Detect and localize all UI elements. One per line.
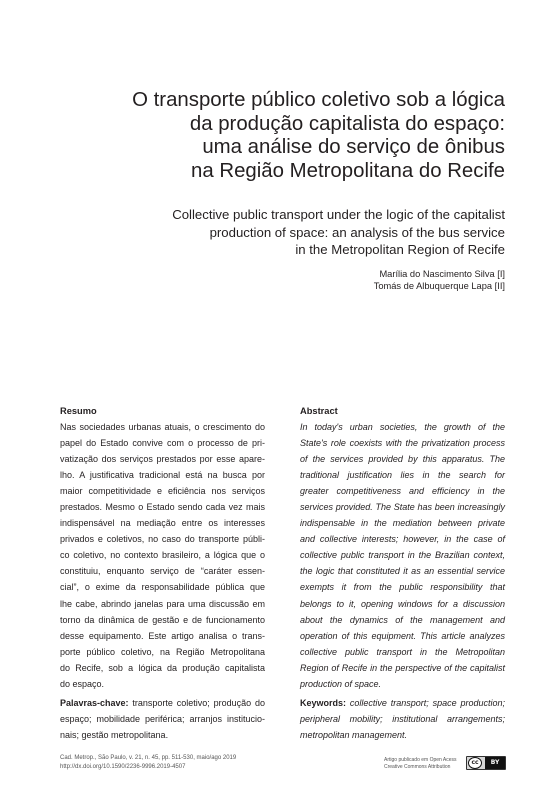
license-line: Artigo publicado em Open Acess: [384, 757, 457, 763]
abstract-keywords-label: Keywords:: [300, 697, 347, 708]
resumo-keywords-line: nais; gestão metropolitana.: [60, 729, 169, 740]
abstract-line: In today's urban societies, the growth of the: [300, 422, 505, 432]
article-title-portuguese: [60, 89, 505, 183]
resumo-body: [60, 419, 265, 692]
abstract-line: the logic that constituted it as an essential service: [300, 566, 505, 577]
resumo-keywords-label: Palavras-chave:: [60, 697, 129, 708]
abstract-line: services provided. The State has been increasingly: [300, 502, 505, 513]
abstract-line: exempts it from the public responsibility that: [300, 582, 505, 593]
title-pt-line: na Região Metropolitana do Recife: [191, 159, 505, 182]
abstract-line: about the dynamics of the management and: [300, 614, 505, 625]
cc-by-license-badge[interactable]: [466, 756, 506, 770]
abstract-keywords-line: metropolitan management.: [300, 729, 408, 740]
resumo-line: lho. A justificativa tradicional está na busca por: [60, 470, 265, 481]
resumo-line: desse equipamento. Este artigo analisa o trans-: [60, 630, 265, 641]
abstract-line: greater competitiveness and efficiency in the: [300, 486, 505, 497]
abstract-keywords-text: collective transport; space production;: [346, 697, 505, 708]
journal-citation: [60, 754, 320, 772]
abstract-line: State's role coexists with the privatization process: [300, 438, 505, 449]
abstract-section: [300, 404, 505, 743]
resumo-line: vatização dos serviços prestados por esse apare-: [60, 454, 265, 465]
author-list: [200, 268, 505, 292]
title-en-line: production of space: an analysis of the bus service: [209, 224, 505, 240]
title-pt-line: da produção capitalista do espaço:: [189, 112, 505, 135]
resumo-keywords-line: espaço; mobilidade periférica; arranjos institucio-: [60, 713, 265, 724]
doi-link[interactable]: http://dx.doi.org/10.1590/2236-9996.2019-4507: [60, 764, 186, 770]
resumo-line: do espaço.: [60, 678, 105, 689]
resumo-line: porte público coletivo, na Região Metropolitana: [60, 646, 265, 657]
author-name: Marília do Nascimento Silva [I]: [379, 269, 505, 279]
resumo-line: indispensável na mediação entre os interesses: [60, 518, 265, 529]
title-en-line: Collective public transport under the logic of the capitalist: [172, 207, 505, 222]
resumo-line: Nas sociedades urbanas atuais, o crescimento do: [60, 422, 265, 432]
resumo-keywords: [60, 695, 265, 743]
abstract-line: collective public transport in the Brazilian context,: [300, 550, 505, 561]
title-pt-line: O transporte público coletivo sob a lógica: [132, 89, 505, 111]
resumo-line: cial”, o exime da responsabilidade pública que: [60, 582, 265, 593]
creative-commons-icon: cc: [468, 757, 482, 769]
title-pt-line: uma análise do serviço de ônibus: [202, 136, 505, 158]
resumo-section: [60, 404, 265, 743]
resumo-line: maior competitividade e eficiência nos serviços: [60, 486, 265, 497]
author-name: Tomás de Albuquerque Lapa [II]: [373, 281, 505, 291]
resumo-line: prestados. Mesmo o Estado sendo cada vez mais: [60, 502, 265, 513]
abstract-line: indispensable in the mediation between private: [300, 518, 505, 529]
attribution-icon: BY: [485, 757, 505, 769]
abstract-heading: Abstract: [300, 406, 338, 416]
title-en-line: in the Metropolitan Region of Recife: [295, 242, 505, 257]
resumo-heading: Resumo: [60, 406, 97, 416]
resumo-line: constituiu, enquanto serviço de “caráter essen-: [60, 566, 265, 577]
resumo-line: torno da dinâmica de gestão e de funcionamento: [60, 614, 265, 625]
abstract-keywords: [300, 695, 505, 743]
citation-text: Cad. Metrop., São Paulo, v. 21, n. 45, pp. 511-530, maio/ago 2019: [60, 755, 237, 761]
abstract-body: [300, 419, 505, 692]
abstract-line: of the services provided by this apparatus. The: [300, 454, 505, 465]
license-note: [384, 757, 466, 771]
abstract-line: belongs to it, opening windows for a discussion: [300, 598, 505, 609]
abstract-line: collective public transport in the Metropolitan: [300, 646, 505, 657]
abstract-line: and collective interests; however, in the case of: [300, 534, 505, 545]
resumo-keywords-text: transporte coletivo; produção do: [128, 697, 265, 708]
resumo-line: privados e coletivos, no caso do transporte públi-: [60, 534, 265, 545]
abstract-keywords-line: peripheral mobility; institutional arrangements;: [300, 713, 505, 724]
abstract-line: production of space.: [300, 678, 382, 689]
abstract-line: Region of Recife in the perspective of the capitalist: [300, 662, 505, 673]
license-line: Creative Commons Attribution: [384, 764, 451, 770]
article-title-english: [60, 206, 505, 259]
resumo-line: lhe cabe, abrindo janelas para uma discussão em: [60, 598, 265, 609]
resumo-line: co coletivo, no contexto brasileiro, a lógica que o: [60, 550, 265, 561]
abstract-line: traditional justification lies in the search for: [300, 470, 505, 481]
resumo-line: do Recife, sob a lógica da produção capitalista: [60, 662, 265, 673]
abstract-line: operation of this equipment. This article analyzes: [300, 630, 505, 641]
resumo-line: papel do Estado convive com o processo de pri-: [60, 438, 265, 449]
